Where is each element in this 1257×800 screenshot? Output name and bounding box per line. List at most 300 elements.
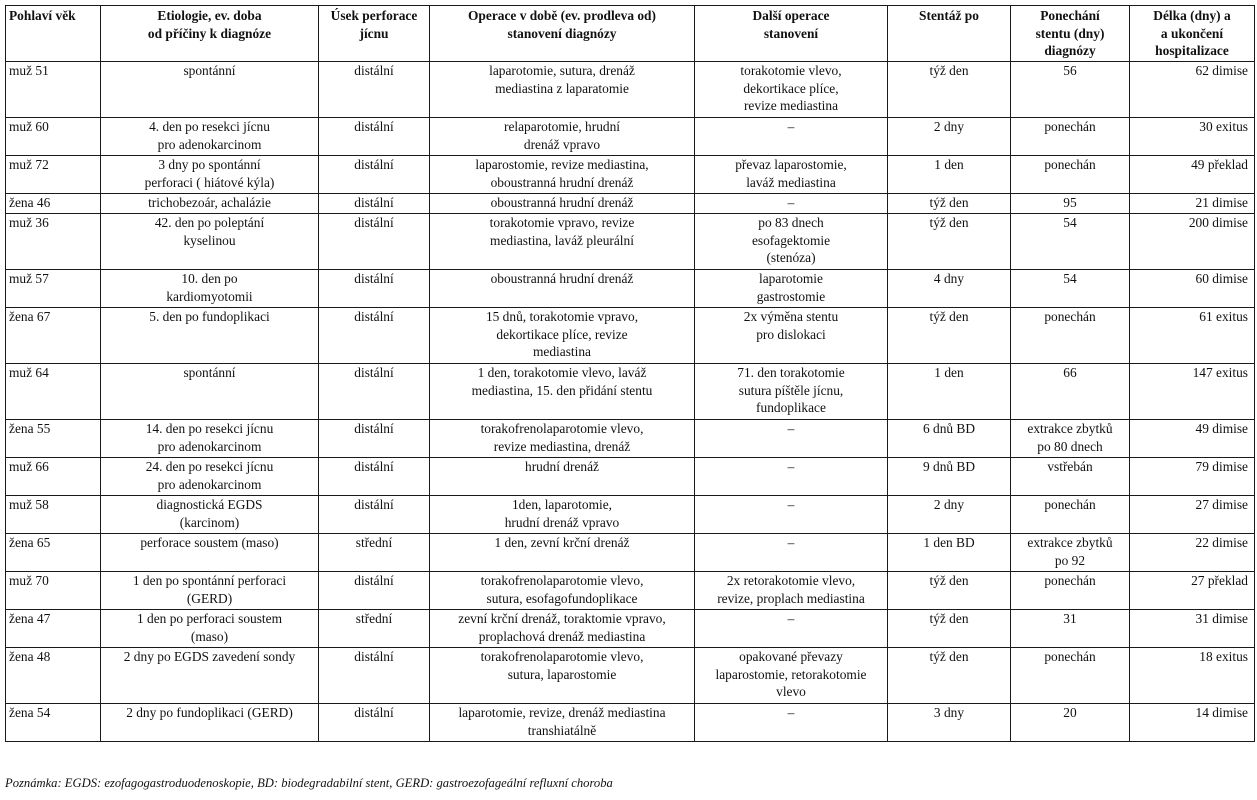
cell-line: stanovení: [763, 25, 819, 41]
table-row: [6, 420, 1255, 458]
cell-operation: [430, 420, 695, 458]
cell-hospitalization: [1130, 534, 1255, 572]
cell-etiology: [101, 572, 319, 610]
cell-line: laparotomie: [759, 271, 823, 286]
cell-stenting: [888, 534, 1011, 572]
cell-further-operation: [695, 534, 888, 572]
cell-line: diagnózy: [1044, 43, 1096, 58]
cell-hospitalization: [1130, 156, 1255, 194]
cell-line: muž 72: [9, 157, 49, 172]
cell-line: 3 dny: [933, 705, 965, 720]
table-row: [6, 118, 1255, 156]
cell-etiology: [101, 308, 319, 364]
cell-line: distální: [354, 215, 394, 230]
header-row: [6, 6, 1255, 62]
cell-line: distální: [354, 63, 394, 78]
cell-line: 5. den po fundoplikaci: [149, 309, 270, 324]
cell-sex-age: [6, 364, 101, 420]
cell-line: distální: [354, 497, 394, 512]
cell-line: 200 dimise: [1188, 215, 1248, 230]
cell-line: 2 dny: [933, 119, 965, 134]
cell-line: sutura, esofagofundoplikace: [486, 590, 638, 606]
cell-line: trichobezoár, achalázie: [148, 195, 271, 210]
cell-line: muž 57: [9, 271, 49, 286]
cell-line: jícnu: [359, 25, 389, 41]
cell-line: muž 66: [9, 459, 49, 474]
patients-table: [5, 5, 1255, 742]
cell-line: –: [787, 535, 795, 550]
cell-line: Ponechání: [1040, 8, 1100, 23]
cell-line: 95: [1063, 195, 1077, 210]
cell-etiology: [101, 534, 319, 572]
cell-line: 54: [1063, 271, 1077, 286]
cell-line: relaparotomie, hrudní: [503, 119, 620, 134]
cell-line: týž den: [929, 215, 969, 230]
cell-further-operation: [695, 610, 888, 648]
cell-line: střední: [355, 611, 393, 626]
cell-hospitalization: [1130, 308, 1255, 364]
cell-stenting: [888, 270, 1011, 308]
cell-line: kyselinou: [183, 232, 236, 248]
cell-etiology: [101, 270, 319, 308]
cell-sex-age: [6, 308, 101, 364]
cell-stent-retention: [1011, 534, 1130, 572]
table-row: [6, 704, 1255, 742]
cell-stent-retention: [1011, 214, 1130, 270]
cell-line: Etiologie, ev. doba: [157, 8, 262, 23]
table-row: [6, 572, 1255, 610]
cell-hospitalization: [1130, 420, 1255, 458]
cell-line: oboustranná hrudní drenáž: [490, 195, 634, 210]
cell-stent-retention: [1011, 308, 1130, 364]
cell-line: 1 den BD: [923, 535, 975, 550]
cell-line: extrakce zbytků: [1027, 535, 1113, 550]
cell-line: sutura píštěle jícnu,: [738, 382, 844, 398]
cell-hospitalization: [1130, 648, 1255, 704]
cell-perforation-segment: [319, 496, 430, 534]
cell-line: (maso): [190, 628, 229, 644]
cell-etiology: [101, 704, 319, 742]
cell-further-operation: [695, 704, 888, 742]
cell-operation: [430, 118, 695, 156]
cell-line: 27 dimise: [1195, 497, 1248, 512]
cell-line: 1 den: [934, 157, 964, 172]
cell-hospitalization: [1130, 118, 1255, 156]
cell-line: spontánní: [183, 63, 236, 78]
cell-line: po 80 dnech: [1037, 438, 1103, 454]
cell-operation: [430, 156, 695, 194]
cell-stenting: [888, 420, 1011, 458]
cell-line: (GERD): [186, 590, 233, 606]
cell-line: 20: [1063, 705, 1077, 720]
cell-sex-age: [6, 118, 101, 156]
cell-line: muž 70: [9, 573, 49, 588]
cell-line: Pohlaví věk: [9, 8, 76, 23]
cell-line: torakofrenolaparotomie vlevo,: [480, 649, 644, 664]
cell-line: 31: [1063, 611, 1077, 626]
cell-hospitalization: [1130, 62, 1255, 118]
table-row: [6, 194, 1255, 214]
cell-line: distální: [354, 421, 394, 436]
cell-further-operation: [695, 572, 888, 610]
cell-line: 14 dimise: [1195, 705, 1248, 720]
cell-line: laváž mediastina: [746, 174, 836, 190]
cell-line: distální: [354, 705, 394, 720]
cell-line: distální: [354, 649, 394, 664]
header-operation: [430, 6, 695, 62]
cell-line: opakované převazy: [739, 649, 843, 664]
cell-line: –: [787, 459, 795, 474]
cell-operation: [430, 364, 695, 420]
cell-line: muž 64: [9, 365, 49, 380]
cell-line: týž den: [929, 611, 969, 626]
cell-hospitalization: [1130, 364, 1255, 420]
cell-line: (karcinom): [179, 514, 240, 530]
cell-line: týž den: [929, 63, 969, 78]
cell-further-operation: [695, 458, 888, 496]
cell-further-operation: [695, 214, 888, 270]
cell-stent-retention: [1011, 704, 1130, 742]
table-row: [6, 62, 1255, 118]
cell-sex-age: [6, 214, 101, 270]
cell-line: 1 den, zevní krční drenáž: [494, 535, 630, 550]
cell-line: týž den: [929, 573, 969, 588]
cell-line: revize mediastina, drenáž: [493, 438, 631, 454]
cell-line: 49 dimise: [1195, 421, 1248, 436]
cell-operation: [430, 270, 695, 308]
cell-line: pro adenokarcinom: [157, 476, 262, 492]
cell-line: dekortikace plíce,: [743, 80, 839, 96]
cell-further-operation: [695, 420, 888, 458]
header-stenting: [888, 6, 1011, 62]
cell-line: vlevo: [776, 684, 806, 699]
cell-stenting: [888, 458, 1011, 496]
cell-line: 62 dimise: [1195, 63, 1248, 78]
cell-etiology: [101, 648, 319, 704]
cell-line: sutura, laparostomie: [507, 666, 617, 682]
cell-etiology: [101, 194, 319, 214]
cell-line: revize, proplach mediastina: [717, 590, 865, 606]
cell-etiology: [101, 118, 319, 156]
cell-perforation-segment: [319, 214, 430, 270]
cell-sex-age: [6, 572, 101, 610]
cell-sex-age: [6, 704, 101, 742]
cell-perforation-segment: [319, 194, 430, 214]
cell-sex-age: [6, 458, 101, 496]
cell-sex-age: [6, 194, 101, 214]
cell-line: distální: [354, 119, 394, 134]
cell-stent-retention: [1011, 458, 1130, 496]
cell-operation: [430, 308, 695, 364]
cell-sex-age: [6, 156, 101, 194]
cell-line: 6 dnů BD: [922, 421, 976, 436]
table-row: [6, 648, 1255, 704]
cell-further-operation: [695, 648, 888, 704]
cell-stenting: [888, 194, 1011, 214]
cell-perforation-segment: [319, 572, 430, 610]
cell-stent-retention: [1011, 156, 1130, 194]
cell-line: 2 dny: [933, 497, 965, 512]
cell-line: proplachová drenáž mediastina: [478, 628, 646, 644]
header-etiology: [101, 6, 319, 62]
cell-hospitalization: [1130, 194, 1255, 214]
cell-perforation-segment: [319, 156, 430, 194]
cell-line: 147 exitus: [1192, 365, 1248, 380]
cell-stenting: [888, 62, 1011, 118]
header-perforation-segment: [319, 6, 430, 62]
cell-etiology: [101, 156, 319, 194]
cell-line: drenáž vpravo: [523, 136, 601, 152]
cell-line: ponechán: [1044, 119, 1096, 134]
cell-stent-retention: [1011, 610, 1130, 648]
cell-line: po 83 dnech: [758, 215, 824, 230]
cell-line: zevní krční drenáž, toraktomie vpravo,: [458, 611, 666, 626]
table-row: [6, 270, 1255, 308]
cell-further-operation: [695, 364, 888, 420]
cell-line: diagnostická EGDS: [156, 497, 263, 512]
cell-line: 49 překlad: [1191, 157, 1248, 172]
cell-sex-age: [6, 496, 101, 534]
cell-line: laparotomie, revize, drenáž mediastina: [458, 705, 666, 720]
cell-stenting: [888, 364, 1011, 420]
cell-further-operation: [695, 156, 888, 194]
cell-line: 4. den po resekci jícnu: [149, 119, 270, 134]
cell-stent-retention: [1011, 496, 1130, 534]
cell-line: 30 exitus: [1199, 119, 1248, 134]
cell-perforation-segment: [319, 610, 430, 648]
cell-stenting: [888, 610, 1011, 648]
cell-line: muž 51: [9, 63, 49, 78]
cell-line: distální: [354, 271, 394, 286]
cell-line: –: [787, 611, 795, 626]
cell-line: 9 dnů BD: [922, 459, 976, 474]
cell-stenting: [888, 308, 1011, 364]
cell-line: Úsek perforace: [330, 8, 418, 23]
cell-line: týž den: [929, 309, 969, 324]
cell-etiology: [101, 610, 319, 648]
cell-stenting: [888, 496, 1011, 534]
table-row: [6, 364, 1255, 420]
cell-line: mediastina z laparatomie: [495, 80, 629, 96]
cell-line: 22 dimise: [1195, 535, 1248, 550]
cell-operation: [430, 610, 695, 648]
cell-operation: [430, 704, 695, 742]
cell-stent-retention: [1011, 270, 1130, 308]
cell-etiology: [101, 458, 319, 496]
cell-line: mediastina, laváž pleurální: [490, 232, 634, 248]
cell-line: laparostomie, retorakotomie: [715, 666, 867, 682]
cell-perforation-segment: [319, 62, 430, 118]
cell-line: 61 exitus: [1199, 309, 1248, 324]
cell-etiology: [101, 420, 319, 458]
cell-line: žena 67: [9, 309, 51, 324]
cell-perforation-segment: [319, 648, 430, 704]
cell-line: týž den: [929, 649, 969, 664]
cell-further-operation: [695, 62, 888, 118]
cell-hospitalization: [1130, 214, 1255, 270]
cell-line: žena 46: [9, 195, 51, 210]
cell-line: 2x výměna stentu: [743, 309, 839, 324]
cell-line: mediastina: [532, 344, 591, 359]
cell-etiology: [101, 364, 319, 420]
cell-line: torakotomie vpravo, revize: [489, 215, 635, 230]
cell-line: hospitalizace: [1155, 43, 1229, 58]
cell-line: distální: [354, 309, 394, 324]
cell-line: ponechán: [1044, 573, 1096, 588]
cell-line: muž 36: [9, 215, 49, 230]
cell-line: hrudní drenáž vpravo: [504, 514, 620, 530]
cell-operation: [430, 458, 695, 496]
table-row: [6, 214, 1255, 270]
cell-stent-retention: [1011, 62, 1130, 118]
cell-line: distální: [354, 459, 394, 474]
cell-sex-age: [6, 648, 101, 704]
cell-line: 15 dnů, torakotomie vpravo,: [485, 309, 639, 324]
cell-further-operation: [695, 270, 888, 308]
cell-line: 1 den po spontánní perforaci: [132, 573, 287, 588]
cell-operation: [430, 572, 695, 610]
cell-stenting: [888, 156, 1011, 194]
cell-stent-retention: [1011, 194, 1130, 214]
cell-line: 1 den: [934, 365, 964, 380]
cell-line: 1den, laparotomie,: [511, 497, 613, 512]
cell-line: oboustranná hrudní drenáž: [490, 271, 634, 286]
cell-stent-retention: [1011, 364, 1130, 420]
cell-line: a ukončení: [1160, 25, 1224, 41]
cell-line: (stenóza): [766, 250, 816, 265]
cell-line: 60 dimise: [1195, 271, 1248, 286]
footnote: Poznámka: EGDS: ezofagogastroduodenoskopie, BD: biodegradabilní stent, GERD: gastroezofageální refluxní choroba: [5, 776, 613, 790]
cell-line: vstřebán: [1047, 459, 1093, 474]
cell-line: perforaci ( hiátové kýla): [144, 174, 275, 190]
cell-hospitalization: [1130, 270, 1255, 308]
cell-line: 71. den torakotomie: [737, 365, 845, 380]
header-further-operation: [695, 6, 888, 62]
cell-perforation-segment: [319, 270, 430, 308]
cell-line: ponechán: [1044, 497, 1096, 512]
cell-line: stanovení diagnózy: [507, 25, 617, 41]
cell-perforation-segment: [319, 534, 430, 572]
table-header: [6, 6, 1255, 62]
cell-hospitalization: [1130, 458, 1255, 496]
cell-further-operation: [695, 194, 888, 214]
cell-line: 54: [1063, 215, 1077, 230]
cell-line: oboustranná hrudní drenáž: [490, 174, 634, 190]
cell-line: Operace v době (ev. prodleva od): [468, 8, 656, 23]
cell-line: žena 48: [9, 649, 51, 664]
cell-sex-age: [6, 610, 101, 648]
cell-further-operation: [695, 118, 888, 156]
cell-line: pro dislokaci: [756, 326, 826, 342]
cell-line: perforace soustem (maso): [140, 535, 279, 550]
cell-hospitalization: [1130, 572, 1255, 610]
cell-line: žena 65: [9, 535, 51, 550]
cell-line: 27 překlad: [1191, 573, 1248, 588]
cell-line: 21 dimise: [1195, 195, 1248, 210]
table-row: [6, 308, 1255, 364]
cell-line: gastrostomie: [756, 288, 826, 304]
cell-line: 14. den po resekci jícnu: [145, 421, 274, 436]
cell-sex-age: [6, 534, 101, 572]
cell-line: laparostomie, revize mediastina,: [475, 157, 649, 172]
header-hospitalization: [1130, 6, 1255, 62]
cell-further-operation: [695, 308, 888, 364]
cell-hospitalization: [1130, 496, 1255, 534]
cell-line: stentu (dny): [1035, 25, 1105, 41]
cell-line: mediastina, 15. den přidání stentu: [471, 382, 653, 398]
cell-line: pro adenokarcinom: [157, 136, 262, 152]
cell-line: 31 dimise: [1195, 611, 1248, 626]
cell-line: ponechán: [1044, 649, 1096, 664]
cell-stenting: [888, 648, 1011, 704]
cell-line: kardiomyotomii: [166, 288, 253, 304]
header-sex-age: [6, 6, 101, 62]
table-row: [6, 156, 1255, 194]
cell-line: 66: [1063, 365, 1077, 380]
cell-line: 10. den po: [181, 271, 238, 286]
cell-hospitalization: [1130, 704, 1255, 742]
cell-operation: [430, 62, 695, 118]
cell-line: distální: [354, 365, 394, 380]
table-row: [6, 610, 1255, 648]
cell-line: distální: [354, 195, 394, 210]
cell-sex-age: [6, 62, 101, 118]
cell-line: 24. den po resekci jícnu: [145, 459, 274, 474]
cell-line: 56: [1063, 63, 1077, 78]
cell-operation: [430, 496, 695, 534]
cell-line: dekortikace plíce, revize: [496, 326, 628, 342]
table-row: [6, 458, 1255, 496]
cell-line: spontánní: [183, 365, 236, 380]
cell-line: distální: [354, 573, 394, 588]
cell-line: extrakce zbytků: [1027, 421, 1113, 436]
cell-operation: [430, 534, 695, 572]
cell-line: žena 55: [9, 421, 51, 436]
cell-line: 79 dimise: [1195, 459, 1248, 474]
cell-line: ponechán: [1044, 157, 1096, 172]
cell-etiology: [101, 214, 319, 270]
cell-further-operation: [695, 496, 888, 534]
cell-perforation-segment: [319, 420, 430, 458]
cell-line: distální: [354, 157, 394, 172]
cell-line: Další operace: [752, 8, 830, 23]
cell-stent-retention: [1011, 420, 1130, 458]
cell-stenting: [888, 704, 1011, 742]
cell-perforation-segment: [319, 118, 430, 156]
cell-perforation-segment: [319, 704, 430, 742]
header-stent-retention: [1011, 6, 1130, 62]
table-body: [6, 62, 1255, 742]
cell-line: od příčiny k diagnóze: [147, 25, 272, 41]
cell-etiology: [101, 62, 319, 118]
cell-line: 1 den po perforaci soustem: [136, 611, 283, 626]
cell-line: 42. den po poleptání: [154, 215, 265, 230]
cell-line: Stentáž po: [919, 8, 979, 23]
cell-perforation-segment: [319, 458, 430, 496]
cell-line: střední: [355, 535, 393, 550]
cell-stent-retention: [1011, 572, 1130, 610]
cell-line: 2 dny po fundoplikaci (GERD): [126, 705, 293, 720]
cell-line: muž 60: [9, 119, 49, 134]
cell-line: 2x retorakotomie vlevo,: [726, 573, 856, 588]
cell-line: –: [787, 119, 795, 134]
cell-line: převaz laparostomie,: [735, 157, 847, 172]
cell-line: transhiatálně: [527, 722, 597, 738]
cell-hospitalization: [1130, 610, 1255, 648]
cell-operation: [430, 214, 695, 270]
cell-etiology: [101, 496, 319, 534]
cell-stenting: [888, 214, 1011, 270]
